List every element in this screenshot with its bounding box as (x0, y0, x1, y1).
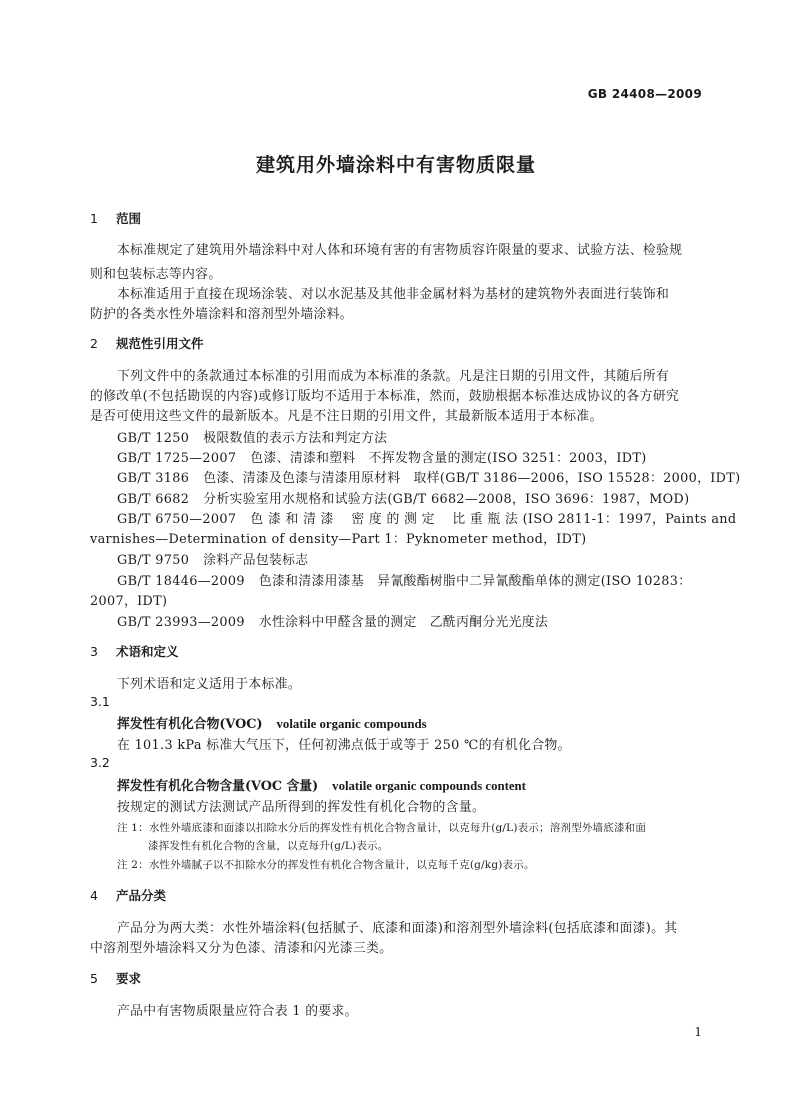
term-chinese: 挥发性有机化合物(VOC) (117, 717, 263, 732)
reference-item (117, 508, 736, 527)
paragraph-line: 中溶剂型外墙涂料又分为色漆、清漆和闪光漆三类。 (90, 941, 393, 956)
section-number: 3 (90, 644, 98, 659)
term-definition: 按规定的测试方法测试产品所得到的挥发性有机化合物的含量。 (117, 800, 486, 815)
reference-title: 色 漆 和 清 漆 密 度 的 测 定 比 重 瓶 法 (ISO 2811-1：1997，Paints and (250, 512, 737, 527)
paragraph-line: 是否可使用这些文件的最新版本。凡是不注日期的引用文件，其最新版本适用于本标准。 (90, 409, 603, 424)
reference-continuation: 2007，IDT) (90, 594, 168, 609)
page-number: 1 (694, 1025, 702, 1039)
section-number: 4 (90, 888, 98, 903)
reference-item (117, 570, 691, 589)
reference-continuation: varnishes—Determination of density—Part 1：Pyknometer method，IDT) (90, 532, 587, 547)
note-line: 注 2：水性外墙腻子以不扣除水分的挥发性有机化合物含量计，以克每千克(g/kg)表示。 (117, 859, 535, 871)
reference-title: 色漆、清漆和塑料 不挥发物含量的测定(ISO 3251：2003，IDT) (250, 451, 647, 466)
term-english: volatile organic compounds content (332, 779, 526, 793)
reference-title: 极限数值的表示方法和判定方法 (203, 431, 388, 446)
term-definition: 在 101.3 kPa 标准大气压下，任何初沸点低于或等于 250 ℃的有机化合物。 (117, 738, 571, 753)
document-title: 建筑用外墙涂料中有害物质限量 (255, 154, 536, 176)
reference-code: GB/T 6750—2007 (117, 512, 237, 527)
term-heading (117, 775, 526, 794)
reference-item (117, 427, 387, 446)
reference-code: GB/T 9750 (117, 553, 190, 568)
reference-item (117, 488, 689, 507)
paragraph-line: 则和包装标志等内容。 (90, 267, 222, 282)
term-chinese: 挥发性有机化合物含量(VOC 含量) (117, 779, 319, 794)
section-title: 产品分类 (116, 888, 167, 903)
reference-item (117, 467, 741, 486)
reference-item (117, 611, 548, 630)
section-4-heading (90, 886, 166, 904)
reference-code: GB/T 23993—2009 (117, 615, 245, 630)
reference-title: 色漆和清漆用漆基 异氰酸酯树脂中二异氰酸酯单体的测定(ISO 10283： (258, 574, 692, 589)
term-english: volatile organic compounds (276, 717, 427, 731)
term-number: 3.1 (90, 694, 110, 709)
section-title: 规范性引用文件 (116, 336, 204, 351)
reference-title: 涂料产品包装标志 (203, 553, 309, 568)
reference-item (117, 549, 308, 568)
paragraph-line: 产品分为两大类：水性外墙涂料(包括腻子、底漆和面漆)和溶剂型外墙涂料(包括底漆和面漆)。其 (117, 921, 678, 936)
standard-number: GB 24408—2009 (587, 87, 702, 101)
reference-code: GB/T 1250 (117, 431, 190, 446)
paragraph-line: 下列文件中的条款通过本标准的引用而成为本标准的条款。凡是注日期的引用文件，其随后所有 (117, 369, 670, 384)
paragraph-line: 本标准适用于直接在现场涂装、对以水泥基及其他非金属材料为基材的建筑物外表面进行装饰和 (117, 287, 670, 302)
reference-title: 水性涂料中甲醛含量的测定 乙酰丙酮分光光度法 (258, 615, 549, 630)
section-3-heading (90, 642, 179, 660)
reference-code: GB/T 3186 (117, 471, 190, 486)
reference-item (117, 447, 647, 466)
section-number: 5 (90, 971, 98, 986)
section-title: 术语和定义 (116, 644, 179, 659)
reference-code: GB/T 18446—2009 (117, 574, 245, 589)
term-heading (117, 713, 427, 732)
paragraph-line: 本标准规定了建筑用外墙涂料中对人体和环境有害的有害物质容许限量的要求、试验方法、检验规 (117, 243, 683, 258)
section-title: 要求 (116, 971, 142, 986)
section-number: 2 (90, 336, 98, 351)
paragraph-line: 产品中有害物质限量应符合表 1 的要求。 (117, 1004, 358, 1019)
paragraph-line: 下列术语和定义适用于本标准。 (117, 677, 302, 692)
paragraph-line: 防护的各类水性外墙涂料和溶剂型外墙涂料。 (90, 307, 353, 322)
section-number: 1 (90, 211, 98, 226)
section-5-heading (90, 969, 141, 987)
term-number: 3.2 (90, 755, 110, 770)
section-title: 范围 (116, 211, 142, 226)
reference-code: GB/T 1725—2007 (117, 451, 237, 466)
reference-code: GB/T 6682 (117, 492, 190, 507)
section-2-heading (90, 334, 204, 352)
reference-title: 色漆、清漆及色漆与清漆用原材料 取样(GB/T 3186—2006，ISO 15528：2000，IDT) (203, 471, 741, 486)
reference-title: 分析实验室用水规格和试验方法(GB/T 6682—2008，ISO 3696：1987，MOD) (203, 492, 690, 507)
section-1-heading (90, 209, 141, 227)
paragraph-line: 的修改单(不包括勘误的内容)或修订版均不适用于本标准，然而，鼓励根据本标准达成协议的各方研究 (90, 389, 680, 404)
note-line: 漆挥发性有机化合物的含量，以克每升(g/L)表示。 (148, 840, 389, 852)
note-line: 注 1：水性外墙底漆和面漆以扣除水分后的挥发性有机化合物含量计，以克每升(g/L)表示；溶剂型外墙底漆和面 (117, 822, 647, 834)
